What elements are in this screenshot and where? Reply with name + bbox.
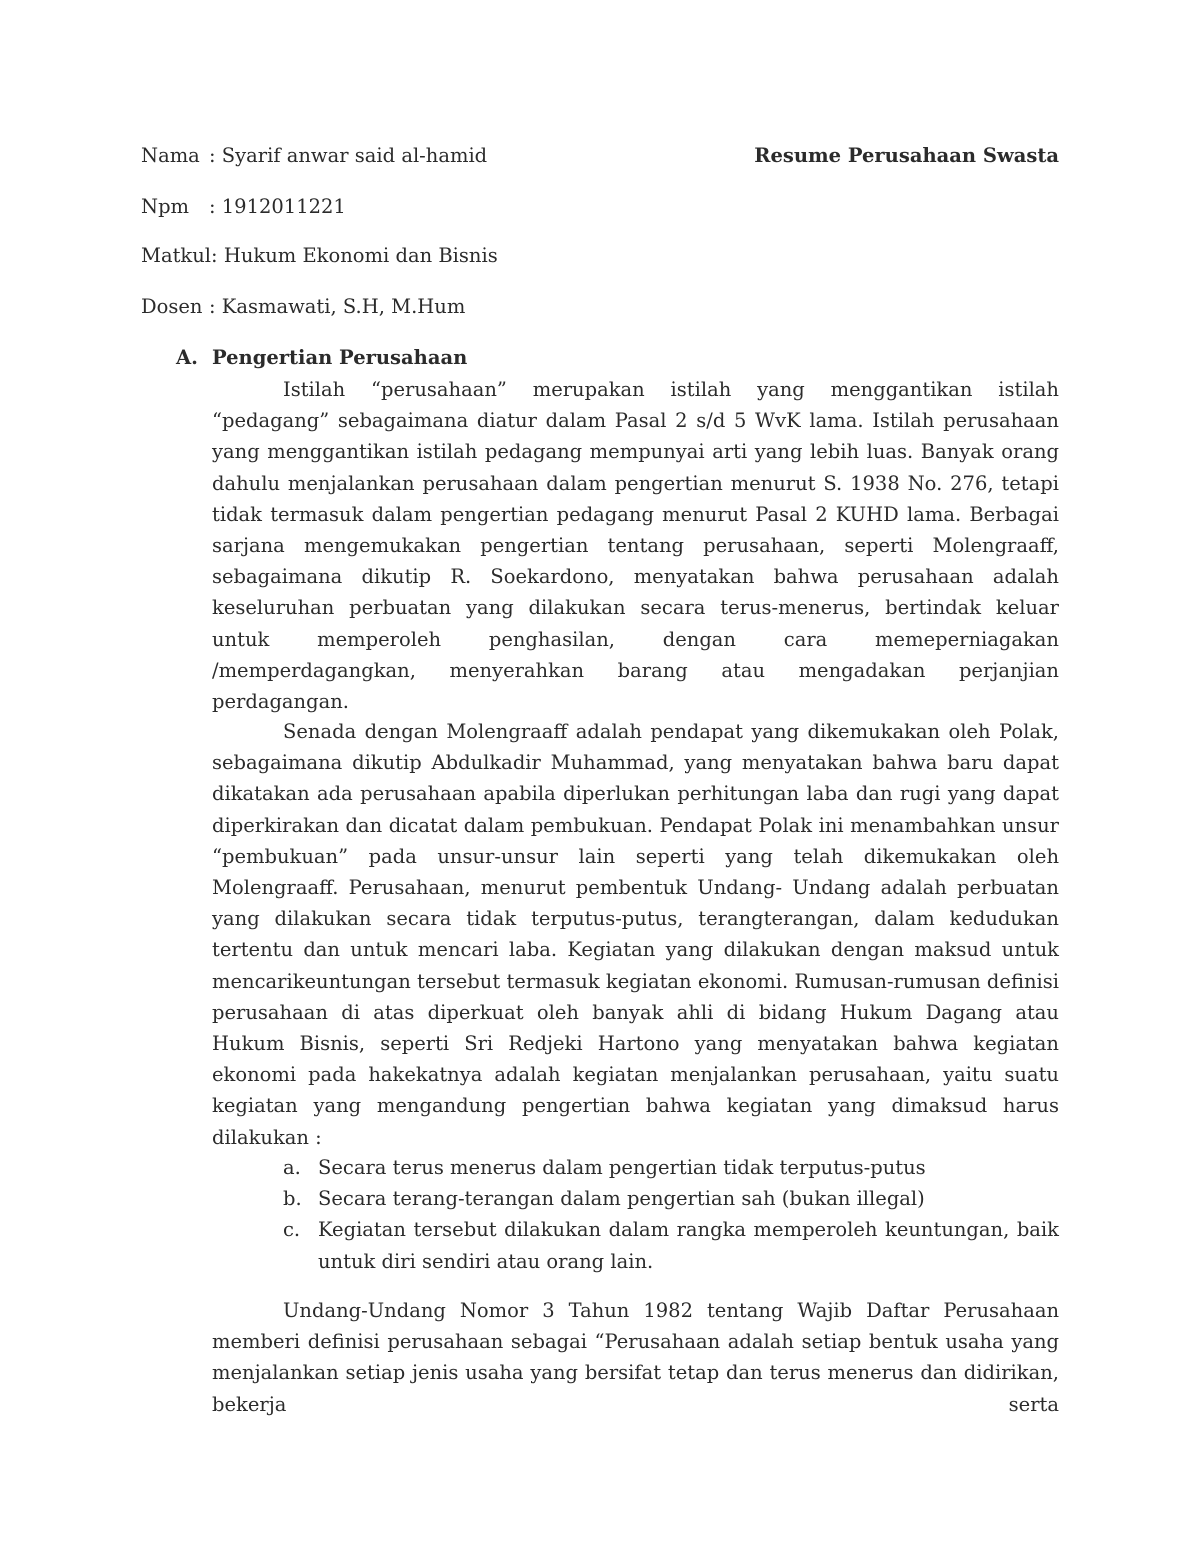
section-a-title: Pengertian Perusahaan <box>212 346 468 369</box>
list-item <box>283 1214 1059 1276</box>
section-a-heading <box>176 345 467 371</box>
paragraph-3: Undang-Undang Nomor 3 Tahun 1982 tentang Wajib Daftar Perusahaan memberi definisi perusahaan sebagai “Perusahaan adalah setiap bentuk usaha yang menjalankan setiap jenis usaha yang bersifat tetap dan terus menerus dan didirikan, bekerja serta <box>212 1299 1059 1416</box>
list-item-text: Secara terus menerus dalam pengertian tidak terputus-putus <box>318 1156 926 1179</box>
matkul-label: Matkul <box>141 244 212 267</box>
dosen-value: : Kasmawati, S.H, M.Hum <box>209 295 466 318</box>
list-marker: a. <box>283 1156 301 1179</box>
paragraph-2: Senada dengan Molengraaff adalah pendapat yang dikemukakan oleh Polak, sebagaimana dikutip Abdulkadir Muhammad, yang menyatakan bahwa baru dapat dikatakan ada perusahaan apabila diperlukan perhitungan laba dan rugi yang dapat diperkirakan dan dicatat dalam pembukuan. Pendapat Polak ini menambahkan unsur “pembukuan” pada unsur-unsur lain seperti yang telah dikemukakan oleh Molengraaff. Perusahaan, menurut pembentuk Undang- Undang adalah perbuatan yang dilakukan secara tidak terputus-putus, terangterangan, dalam kedudukan tertentu dan untuk mencari laba. Kegiatan yang dilakukan dengan maksud untuk mencarikeuntungan tersebut termasuk kegiatan ekonomi. Rumusan-rumusan definisi perusahaan di atas diperkuat oleh banyak ahli di bidang Hukum Dagang atau Hukum Bisnis, seperti Sri Redjeki Hartono yang menyatakan bahwa kegiatan ekonomi pada hakekatnya adalah kegiatan menjalankan perusahaan, yaitu suatu kegiatan yang mengandung pengertian bahwa kegiatan yang dimaksud harus dilakukan : <box>212 720 1059 1149</box>
dosen-label: Dosen <box>141 295 203 318</box>
document-title: Resume Perusahaan Swasta <box>754 144 1059 167</box>
list-item <box>283 1183 1059 1214</box>
npm-value: : 1912011221 <box>209 195 346 218</box>
list-marker: c. <box>283 1218 301 1242</box>
header-npm-row <box>141 194 346 220</box>
section-a-letter: A. <box>176 346 198 369</box>
list-item-text: Kegiatan tersebut dilakukan dalam rangka memperoleh keuntungan, baik untuk diri sendiri atau orang lain. <box>318 1218 1059 1273</box>
npm-label: Npm <box>141 195 190 218</box>
header-nama-row <box>141 143 487 169</box>
nama-label: Nama <box>141 144 200 167</box>
paragraph-1: Istilah “perusahaan” merupakan istilah yang menggantikan istilah “pedagang” sebagaimana diatur dalam Pasal 2 s/d 5 WvK lama. Istilah perusahaan yang menggantikan istilah pedagang mempunyai arti yang lebih luas. Banyak orang dahulu menjalankan perusahaan dalam pengertian menurut S. 1938 No. 276, tetapi tidak termasuk dalam pengertian pedagang menurut Pasal 2 KUHD lama. Berbagai sarjana mengemukakan pengertian tentang perusahaan, seperti Molengraaff, sebagaimana dikutip R. Soekardono, menyatakan bahwa perusahaan adalah keseluruhan perbuatan yang dilakukan secara terus-menerus, bertindak keluar untuk memperoleh penghasilan, dengan cara memeperniagakan /memperdagangkan, menyerahkan barang atau mengadakan perjanjian perdagangan. <box>212 378 1059 714</box>
list-marker: b. <box>283 1187 302 1211</box>
list-item-text: Secara terang-terangan dalam pengertian sah (bukan illegal) <box>318 1187 925 1211</box>
requirements-list <box>283 1152 1059 1277</box>
matkul-value: : Hukum Ekonomi dan Bisnis <box>211 244 498 267</box>
list-item <box>283 1152 1059 1183</box>
header-dosen-row <box>141 294 465 320</box>
header-matkul-row <box>141 243 498 269</box>
nama-value: : Syarif anwar said al-hamid <box>209 144 488 167</box>
